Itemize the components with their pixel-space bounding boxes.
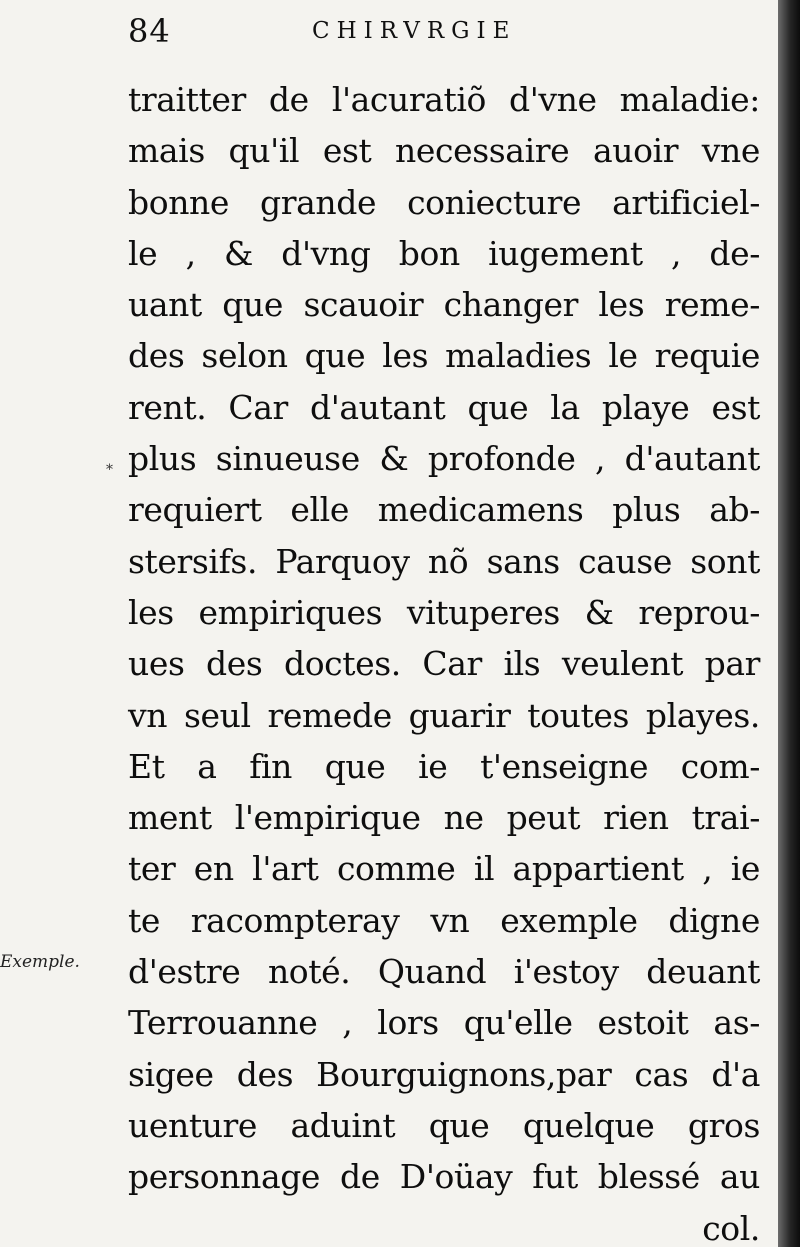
margin-note: Exemple. xyxy=(0,952,80,972)
text-line: ment l'empirique ne peut rien trai- xyxy=(128,798,760,838)
text-line: traitter de l'acuratiõ d'vne maladie: xyxy=(128,80,760,119)
text-line: bonne grande coniecture artificiel- xyxy=(128,182,760,222)
text-line: vn seul remede guarir toutes playes. xyxy=(128,695,760,735)
catchword: col. xyxy=(702,1208,760,1247)
text-line: requiert elle medicamens plus ab- xyxy=(128,490,760,530)
text-line: uenture aduint que quelque gros xyxy=(128,1105,760,1145)
text-line: uant que scauoir changer les reme- xyxy=(128,285,760,325)
margin-mark: * xyxy=(106,462,113,478)
running-head: CHIRVRGIE xyxy=(312,18,517,44)
text-line: ter en l'art comme il appartient , ie xyxy=(128,849,760,889)
text-line: te racompteray vn exemple digne xyxy=(128,900,760,940)
page-number: 84 xyxy=(128,12,171,50)
text-line: personnage de D'oüay fut blessé au xyxy=(128,1157,760,1197)
text-line: ues des doctes. Car ils veulent par xyxy=(128,644,760,684)
text-line: les empiriques vituperes & reprou- xyxy=(128,592,760,632)
text-line: d'estre noté. Quand i'estoy deuant xyxy=(128,952,760,992)
text-line: le , & d'vng bon iugement , de- xyxy=(128,233,760,273)
text-line: Et a fin que ie t'enseigne com- xyxy=(128,746,760,786)
text-line: mais qu'il est necessaire auoir vne xyxy=(128,131,760,171)
text-line: sigee des Bourguignons,par cas d'a xyxy=(128,1054,760,1094)
text-line: plus sinueuse & profonde , d'autant xyxy=(128,439,760,479)
text-line: rent. Car d'autant que la playe est xyxy=(128,387,760,427)
text-block xyxy=(128,74,760,1247)
text-line: stersifs. Parquoy nõ sans cause sont xyxy=(128,541,760,581)
page-edge xyxy=(778,0,800,1247)
text-line: des selon que les maladies le requie xyxy=(128,336,760,376)
text-line: Terrouanne , lors qu'elle estoit as- xyxy=(128,1003,760,1043)
